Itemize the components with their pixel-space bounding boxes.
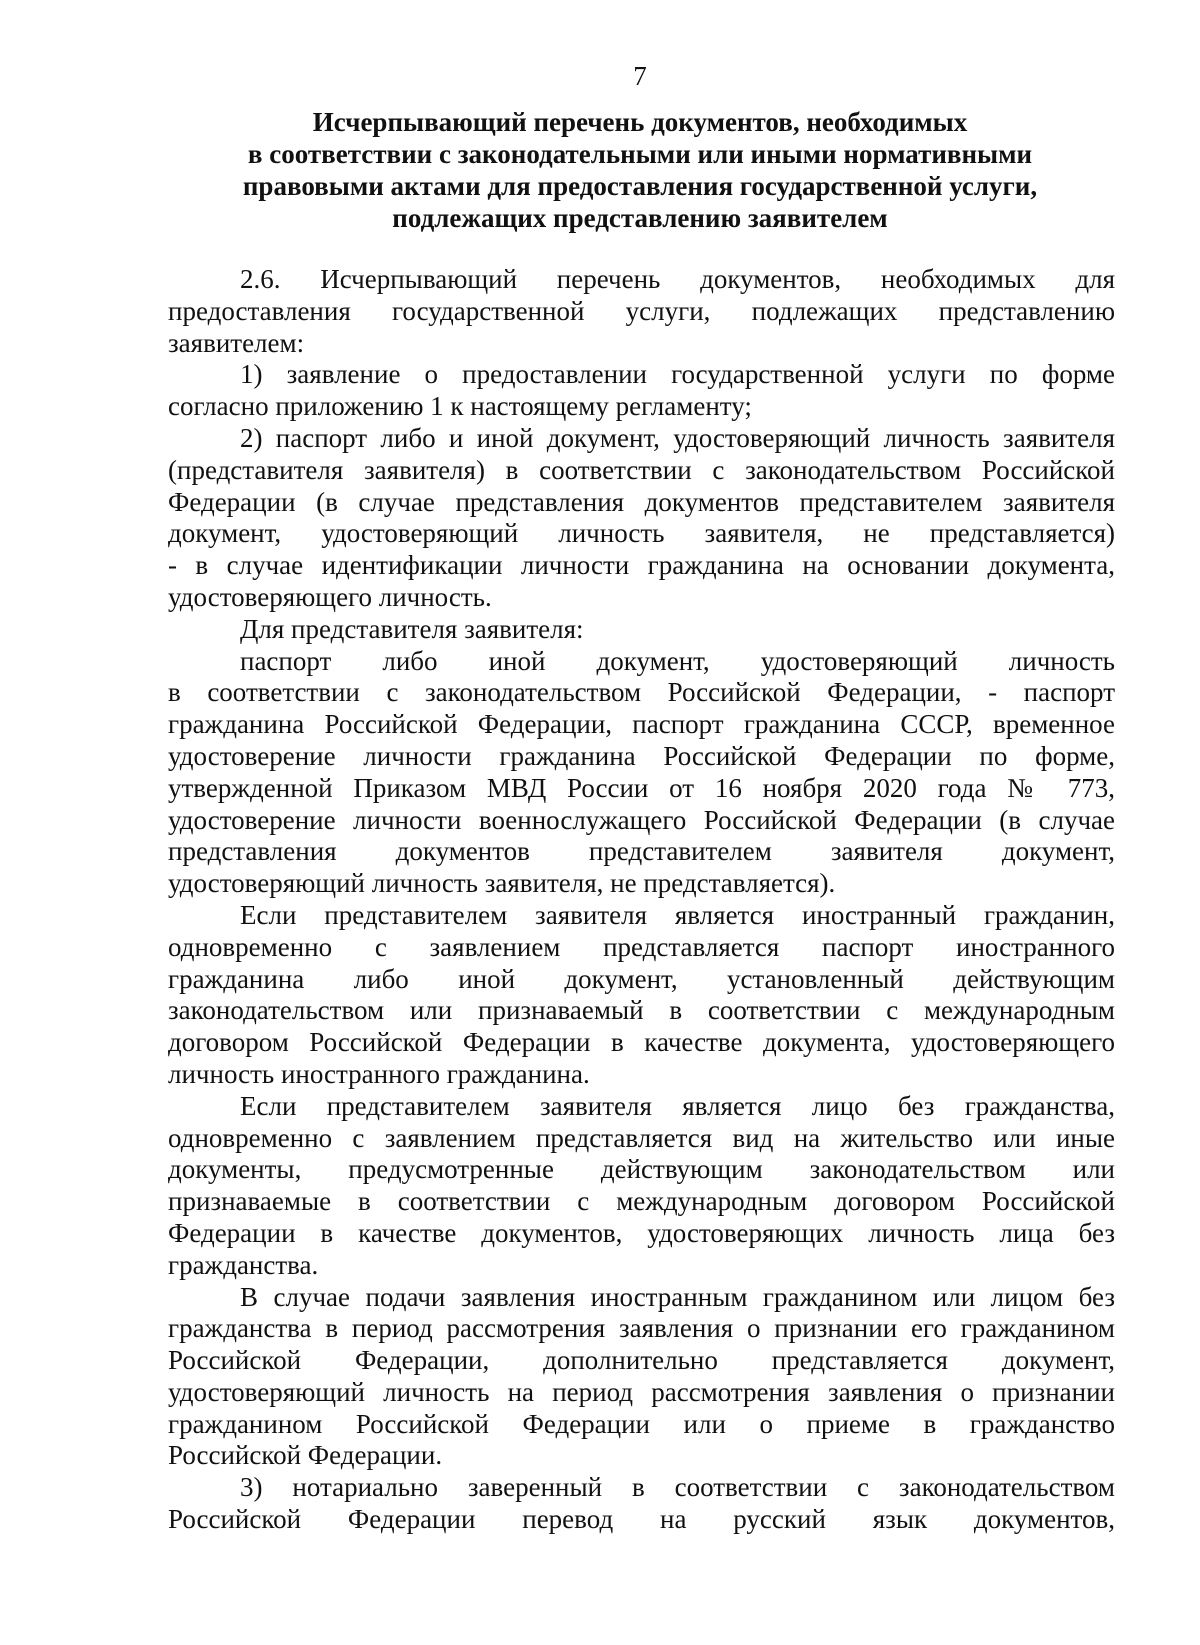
text-line: Российской Федерации перевод на русский язык документов, — [168, 1504, 1115, 1535]
text-line: документы, предусмотренные действующим законодательством или — [168, 1154, 1115, 1185]
paragraph — [168, 1472, 1115, 1536]
paragraph — [168, 1091, 1115, 1282]
paragraph — [168, 900, 1115, 1091]
text-line: 1) заявление о предоставлении государственной услуги по форме — [240, 359, 1115, 390]
text-line: Федерации (в случае представления документов представителем заявителя — [168, 486, 1115, 517]
text-line: договором Российской Федерации в качестве документа, удостоверяющего — [168, 1027, 1115, 1058]
text-line: Российской Федерации, дополнительно представляется документ, — [168, 1345, 1115, 1376]
paragraph — [168, 359, 1115, 423]
text-line: гражданином Российской Федерации или о приеме в гражданство — [168, 1408, 1115, 1439]
body-text — [168, 264, 1115, 1536]
text-line: представления документов представителем заявителя документ, — [168, 836, 1115, 867]
text-line: Для представителя заявителя: — [240, 613, 584, 644]
text-line: (представителя заявителя) в соответствии с законодательством Российской — [168, 454, 1115, 485]
heading-line: правовыми актами для предоставления государственной услуги, — [242, 171, 1038, 201]
text-line: гражданства в период рассмотрения заявления о признании его гражданином — [168, 1313, 1115, 1344]
text-line: документ, удостоверяющий личность заявителя, не представляется) — [168, 518, 1115, 549]
text-line: законодательством или признаваемый в соответствии с международным — [168, 995, 1115, 1026]
text-line: удостоверение личности военнослужащего Российской Федерации (в случае — [168, 804, 1115, 835]
text-line: одновременно с заявлением представляется паспорт иностранного — [168, 931, 1115, 962]
heading-line: в соответствии с законодательными или иными нормативными — [247, 139, 1033, 169]
heading-line: подлежащих представлению заявителем — [392, 203, 888, 233]
text-line: Российской Федерации. — [168, 1440, 443, 1471]
text-line: гражданина либо иной документ, установленный действующим — [168, 963, 1115, 994]
section-heading — [170, 106, 1110, 234]
text-line: Если представителем заявителя является лицо без гражданства, — [240, 1090, 1115, 1121]
text-line: В случае подачи заявления иностранным гражданином или лицом без — [240, 1281, 1115, 1312]
page-number: 7 — [633, 61, 647, 91]
paragraph — [168, 646, 1115, 900]
text-line: удостоверяющий личность заявителя, не представляется). — [168, 868, 836, 899]
text-line: одновременно с заявлением представляется вид на жительство или иные — [168, 1122, 1115, 1153]
paragraph — [168, 1282, 1115, 1473]
text-line: утвержденной Приказом МВД России от 16 ноября 2020 года № 773, — [168, 772, 1115, 803]
text-line: в соответствии с законодательством Российской Федерации, - паспорт — [168, 677, 1115, 708]
text-line: - в случае идентификации личности гражданина на основании документа, — [168, 550, 1115, 581]
heading-line: Исчерпывающий перечень документов, необходимых — [312, 107, 968, 137]
text-line: личность иностранного гражданина. — [168, 1058, 590, 1089]
text-line: 3) нотариально заверенный в соответствии с законодательством — [240, 1472, 1115, 1503]
text-line: гражданства. — [168, 1249, 319, 1280]
text-line: Если представителем заявителя является иностранный гражданин, — [240, 899, 1115, 930]
text-line: паспорт либо иной документ, удостоверяющий личность — [240, 645, 1115, 676]
text-line: предоставления государственной услуги, подлежащих представлению — [168, 295, 1115, 326]
text-line: удостоверяющего личность. — [168, 581, 492, 612]
text-line: гражданина Российской Федерации, паспорт гражданина СССР, временное — [168, 709, 1115, 740]
text-line: Федерации в качестве документов, удостоверяющих личность лица без — [168, 1217, 1115, 1248]
paragraph — [168, 264, 1115, 359]
text-line: 2.6. Исчерпывающий перечень документов, необходимых для — [240, 264, 1115, 294]
text-line: 2) паспорт либо и иной документ, удостоверяющий личность заявителя — [240, 422, 1115, 453]
text-line: признаваемые в соответствии с международным договором Российской — [168, 1186, 1115, 1217]
text-line: удостоверяющий личность на период рассмотрения заявления о признании — [168, 1376, 1115, 1407]
text-line: удостоверение личности гражданина Российской Федерации по форме, — [168, 740, 1115, 771]
text-line: заявителем: — [168, 327, 305, 358]
paragraph — [168, 614, 1115, 646]
text-line: согласно приложению 1 к настоящему регламенту; — [168, 391, 752, 422]
paragraph — [168, 423, 1115, 614]
